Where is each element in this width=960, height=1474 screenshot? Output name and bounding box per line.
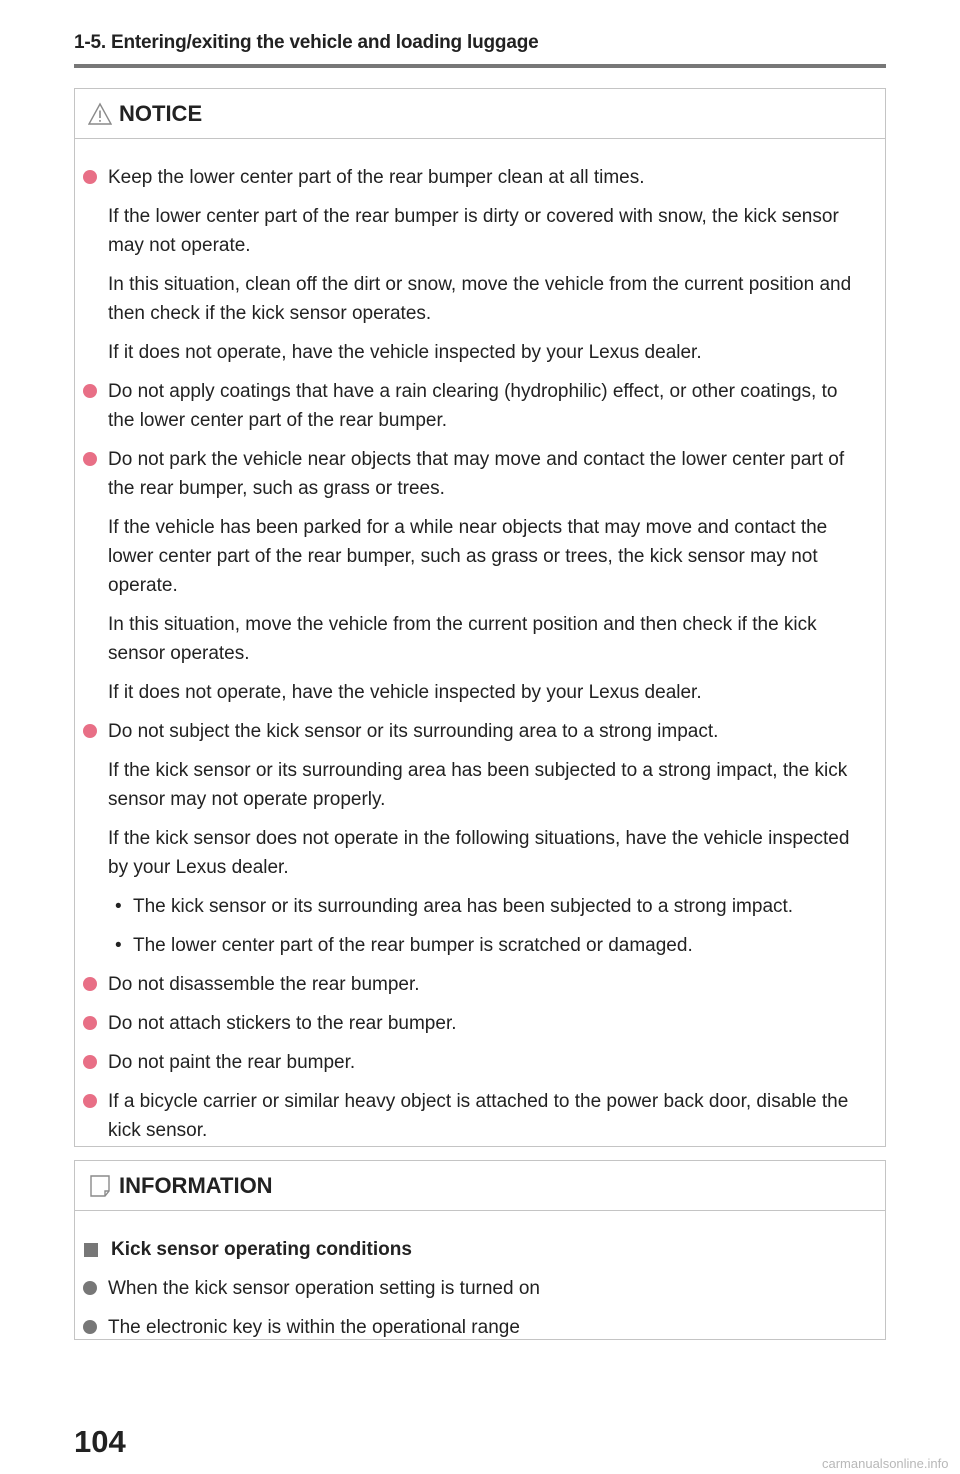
notice-paragraph <box>75 270 869 328</box>
info-item-text: The electronic key is within the operational range <box>108 1317 520 1338</box>
notice-item-text: Do not paint the rear bumper. <box>108 1052 356 1073</box>
notice-item <box>75 1048 869 1077</box>
memo-icon <box>88 1174 112 1198</box>
notice-item <box>75 970 869 999</box>
notice-paragraph <box>75 678 869 707</box>
square-bullet-icon <box>84 1243 98 1257</box>
bullet-icon <box>83 1281 97 1295</box>
information-header <box>75 1161 885 1211</box>
notice-paragraph-text: In this situation, clean off the dirt or snow, move the vehicle from the current position and then check if the kick sensor operates. <box>108 274 852 324</box>
notice-item-text: Keep the lower center part of the rear bumper clean at all times. <box>108 167 645 188</box>
header-rule <box>74 64 886 68</box>
notice-item <box>75 1087 869 1145</box>
notice-paragraph-text: If the vehicle has been parked for a while near objects that may move and contact the lower center part of the rear bumper, such as grass or trees, the kick sensor may not operate. <box>108 517 828 596</box>
notice-subitem <box>75 892 869 921</box>
information-title: INFORMATION <box>119 1173 273 1198</box>
notice-box <box>74 88 886 1147</box>
info-item <box>75 1313 869 1342</box>
info-heading-text: Kick sensor operating conditions <box>111 1239 412 1260</box>
notice-item <box>75 1009 869 1038</box>
notice-item <box>75 445 869 503</box>
notice-item-text: If a bicycle carrier or similar heavy object is attached to the power back door, disable the kick sensor. <box>108 1091 849 1141</box>
info-item-text: When the kick sensor operation setting is turned on <box>108 1278 540 1299</box>
notice-paragraph <box>75 824 869 882</box>
notice-paragraph <box>75 202 869 260</box>
notice-paragraph <box>75 756 869 814</box>
page-header <box>74 28 886 70</box>
bullet-icon <box>83 1094 97 1108</box>
notice-paragraph <box>75 338 869 367</box>
notice-paragraph-text: If it does not operate, have the vehicle inspected by your Lexus dealer. <box>108 682 702 703</box>
bullet-icon <box>83 724 97 738</box>
notice-subitem-text: The lower center part of the rear bumper is scratched or damaged. <box>133 935 693 956</box>
bullet-icon <box>83 170 97 184</box>
bullet-icon <box>83 1320 97 1334</box>
watermark: carmanualsonline.info <box>822 1456 949 1471</box>
notice-item-text: Do not park the vehicle near objects that may move and contact the lower center part of the rear bumper, such as grass or trees. <box>108 449 845 499</box>
notice-item-text: Do not apply coatings that have a rain clearing (hydrophilic) effect, or other coatings, to the lower center part of the rear bumper. <box>108 381 838 431</box>
notice-subitem-text: The kick sensor or its surrounding area has been subjected to a strong impact. <box>133 896 794 917</box>
notice-subitem <box>75 931 869 960</box>
bullet-icon <box>83 384 97 398</box>
bullet-icon <box>83 1016 97 1030</box>
notice-paragraph-text: In this situation, move the vehicle from the current position and then check if the kick sensor operates. <box>108 614 817 664</box>
notice-title: NOTICE <box>119 101 203 126</box>
bullet-icon <box>83 452 97 466</box>
dot-bullet-icon: • <box>115 935 122 956</box>
notice-paragraph-text: If it does not operate, have the vehicle inspected by your Lexus dealer. <box>108 342 702 363</box>
notice-paragraph-text: If the kick sensor does not operate in the following situations, have the vehicle inspected by your Lexus dealer. <box>108 828 850 878</box>
page-number: 104 <box>74 1424 126 1459</box>
notice-item-text: Do not subject the kick sensor or its surrounding area to a strong impact. <box>108 721 719 742</box>
notice-paragraph <box>75 513 869 600</box>
section-title: 1-5. Entering/exiting the vehicle and loading luggage <box>74 32 539 53</box>
information-body <box>75 1211 885 1342</box>
notice-header <box>75 89 885 139</box>
info-item <box>75 1274 869 1303</box>
bullet-icon <box>83 1055 97 1069</box>
notice-item-text: Do not attach stickers to the rear bumper. <box>108 1013 457 1034</box>
notice-subitem-row <box>108 892 869 921</box>
notice-item <box>75 377 869 435</box>
notice-paragraph-text: If the kick sensor or its surrounding area has been subjected to a strong impact, the kick sensor may not operate properly. <box>108 760 848 810</box>
notice-item-text: Do not disassemble the rear bumper. <box>108 974 420 995</box>
notice-item <box>75 717 869 746</box>
notice-body <box>75 139 885 1145</box>
notice-subitem-row <box>108 931 869 960</box>
info-heading <box>75 1235 869 1264</box>
dot-bullet-icon: • <box>115 896 122 917</box>
warning-triangle-icon <box>88 102 112 126</box>
notice-paragraph <box>75 610 869 668</box>
information-box <box>74 1160 886 1340</box>
bullet-icon <box>83 977 97 991</box>
notice-item <box>75 163 869 192</box>
notice-paragraph-text: If the lower center part of the rear bumper is dirty or covered with snow, the kick sensor may not operate. <box>108 206 839 256</box>
